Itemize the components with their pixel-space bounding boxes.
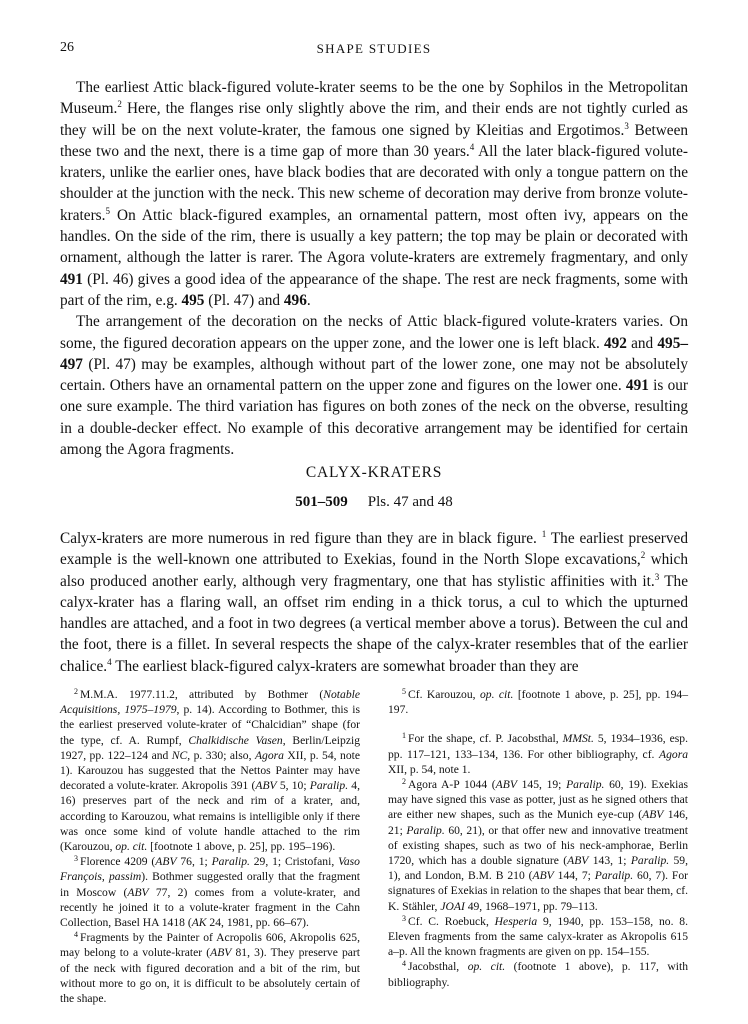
text-run: ABV — [155, 855, 177, 869]
footnote-number: 2 — [74, 687, 78, 696]
footnote — [60, 687, 360, 854]
text-run: Cf. C. Roebuck, — [408, 914, 495, 928]
footnotes-right-main — [388, 731, 688, 989]
footnote-ref: 3 — [654, 571, 660, 582]
catalogue-number: 495 — [181, 291, 205, 309]
text-run: The earliest preserved example is the well-known one attributed to Exekias, found in the North Slope excavations, — [60, 530, 688, 569]
text-run: 59, 1), and London, B.M. B 210 ( — [388, 854, 688, 883]
text-run: ABV — [210, 946, 232, 960]
text-run: Paralip. — [594, 869, 634, 883]
text-run: XII, p. 54, note 1). Karouzou has suggested that the Nettos Painter may have decorated a volute-krater. Akropolis 391 ( — [60, 748, 360, 793]
footnote-ref: 4 — [107, 656, 112, 667]
text-run: and — [626, 334, 658, 352]
text-run: ABV — [642, 808, 664, 822]
paragraph — [60, 528, 688, 677]
footnote — [388, 777, 688, 914]
footnote-number: 1 — [402, 731, 406, 741]
body-text-bottom — [60, 528, 688, 677]
text-run: Paralip. — [211, 855, 250, 869]
footnote-number: 4 — [402, 959, 406, 969]
footnote-ref: 4 — [469, 141, 475, 152]
text-run: ABV — [127, 885, 149, 899]
text-run: (Pl. 47) and — [204, 291, 284, 309]
text-run: Fragments by the Painter of Acropolis 606, Akropolis 625, may belong to a volute-krater ( — [60, 931, 360, 960]
text-run: ABV — [567, 854, 589, 868]
text-run: , p. 14). According to Bothmer, this is the earliest preserved volute-krater of “Chalcidian” shape (for the type, cf. A. Rumpf, — [60, 703, 360, 747]
text-run: (Pl. 47) may be examples, although without part of the lower zone, one may not be absolutely certain. Others have an ornamental pattern on the upper zone and figures on the lower one. — [60, 355, 688, 395]
section-catalogue-line — [0, 494, 748, 511]
text-run: 5, 1934–1936, esp. pp. 117–121, 133–134, 136. For other bibliography, cf. — [388, 732, 688, 761]
text-run: op. cit. — [479, 688, 514, 701]
text-run: , p. 330; also, — [187, 748, 255, 762]
text-run: Paralip. — [566, 778, 605, 792]
text-run: Agora A-P 1044 ( — [408, 778, 496, 792]
text-run: All the later black-figured volute-kraters, unlike the earlier ones, have black bodies that are decorated with only a tongue pattern on the shoulder at the junction with the neck. This new scheme of decoration may derive from bronze volute-kraters. — [60, 142, 688, 224]
footnote-ref: 1 — [541, 529, 547, 539]
text-run: Paralip. — [309, 779, 349, 793]
text-run: The arrangement of the decoration on the necks of Attic black-figured volute-kraters varies. On some, the figured decoration appears on the upper zone, and the lower one is left black. — [60, 313, 688, 352]
text-run: JOAI — [440, 899, 465, 913]
text-run: Vaso François, passim — [60, 855, 360, 884]
text-run: For the shape, cf. P. Jacobsthal, — [408, 732, 563, 746]
text-run: op. cit. — [115, 840, 148, 854]
text-run: Agora — [659, 747, 688, 761]
text-run: 5, 10; — [276, 779, 310, 793]
text-run: 49, 1968–1971, pp. 79–113. — [464, 899, 598, 913]
catalogue-number: 491 — [625, 377, 649, 395]
footnote-ref: 3 — [624, 120, 629, 131]
footnotes-right-top — [388, 687, 688, 717]
text-run: 4, 16) preserves part of the neck and rim of a krater, and, according to Karouzou, what remains is intelligible only if there was once some kind of volute handle attached to the rim (Karouzou, — [60, 779, 360, 854]
text-run: The calyx-krater has a flaring wall, an offset rim ending in a thick torus, a cul to which the upturned handles are attached, and a foot in two degrees (a vertical member above a torus). Between the cul and the foot, there is a fillet. In several respects the shape of the calyx-krater resembles that of the earlier chalice. — [60, 572, 688, 675]
text-run: (Pl. 46) gives a good idea of the appearance of the shape. The rest are neck fragments, some with part of the rim, e.g. — [60, 270, 688, 309]
page-header — [60, 40, 688, 60]
text-run: Between these two and the next, there is a time gap of more than 30 years. — [60, 121, 689, 160]
text-run: 29, 1; Cristofani, — [249, 855, 339, 869]
footnote-number: 2 — [402, 777, 406, 787]
text-run: Florence 4209 ( — [80, 855, 156, 869]
catalogue-range: 501–509 — [295, 494, 348, 510]
footnote — [388, 914, 688, 960]
text-run: is our one sure example. The third variation has figures on both zones of the neck on the obverse, resulting in a double-decker effect. No example of this decorative arrangement may be identified for certain among the Agora fragments. — [60, 377, 688, 459]
footnotes-left-column — [60, 687, 360, 1006]
text-run: (footnote 1 above), p. 117, with bibliography. — [388, 960, 688, 989]
catalogue-number: 492 — [603, 334, 627, 352]
text-run: 146, 21; — [388, 808, 688, 837]
footnote-ref: 2 — [117, 99, 122, 110]
text-run: . — [306, 291, 311, 309]
footnote-ref: 2 — [640, 550, 646, 561]
text-run: M.M.A. 1977.11.2, attributed by Bothmer ( — [80, 688, 324, 701]
text-run: 60, 19). Exekias may have signed this vase as potter, just as he signed others that are either new shapes, such as the Munich eye-cup ( — [388, 778, 688, 822]
section-title: CALYX-KRATERS — [305, 464, 443, 481]
text-run: Chalkidische Vasen — [188, 733, 283, 747]
text-run: Paralip. — [406, 823, 445, 837]
footnote-number: 4 — [74, 930, 78, 940]
footnote-number: 5 — [402, 687, 406, 696]
footnote-number: 3 — [402, 913, 406, 923]
footnote — [388, 731, 688, 777]
text-run: Agora — [254, 748, 284, 762]
text-run: 143, 1; — [588, 854, 631, 868]
text-run: 145, 19; — [516, 778, 567, 792]
text-run: The earliest black-figured calyx-kraters are somewhat broader than they are — [111, 657, 579, 675]
text-run: 81, 3). They preserve part of the neck with figured decoration and a bit of the rim, but without more to go on, it is difficult to be absolutely certain of the shape. — [60, 946, 360, 1006]
text-run: , Berlin/Leipzig 1927, pp. 122–124 and — [60, 733, 360, 762]
text-run: 77, 2) comes from a volute-krater, and recently he joined it to a volute-krater fragment in the Cahn Collection, Basel HA 1418 ( — [60, 885, 360, 930]
text-run: Calyx-kraters are more numerous in red figure than they are in black figure. — [60, 530, 542, 547]
footnote-number: 3 — [74, 854, 78, 864]
text-run: op. cit. — [467, 960, 506, 974]
text-run: XII, p. 54, note 1. — [388, 762, 471, 776]
plates-reference: Pls. 47 and 48 — [367, 494, 453, 510]
catalogue-number: 495–497 — [60, 334, 688, 373]
text-run: Here, the flanges rise only slightly above the rim, and their ends are not tightly curled as they will be on the next volute-krater, the famous one signed by Kleitias and Ergotimos. — [60, 100, 688, 139]
catalogue-number: 491 — [60, 270, 83, 288]
text-run: [footnote 1 above, p. 25], pp. 194–197. — [388, 688, 688, 717]
text-run: 76, 1; — [176, 855, 212, 869]
text-run: 9, 1940, pp. 153–158, no. 8. Eleven fragments from the same calyx-krater as Akropolis 615 a–p. All the known fragments are given on pp. 154–155. — [388, 914, 688, 959]
text-run: 144, 7; — [553, 869, 595, 883]
footnote — [60, 854, 360, 930]
text-run: 60, 21), or that offer new and innovative treatment of existing shapes, such as two of his neck-amphorae, Berlin 1720, which has a double signature ( — [388, 823, 688, 868]
text-run: NC — [171, 748, 188, 762]
text-run: 24, 1981, pp. 66–67). — [206, 916, 309, 930]
text-run: ABV — [532, 869, 554, 883]
text-run: 60, 7). For signatures of Exekias in relation to the shapes that bear them, cf. K. Stähler, — [388, 869, 688, 913]
text-run: Notable Acquisitions, 1975–1979 — [60, 688, 360, 717]
text-run: The earliest Attic black-figured volute-krater seems to be the one by Sophilos in the Metropolitan Museum. — [60, 79, 688, 118]
text-run: MMSt. — [562, 732, 594, 746]
text-run: Paralip. — [630, 854, 670, 868]
text-run: ABV — [495, 778, 517, 792]
body-text-top — [60, 77, 688, 460]
footnote — [60, 930, 360, 1006]
text-run: ABV — [255, 779, 277, 793]
running-head: SHAPE STUDIES — [316, 41, 432, 56]
page-number: 26 — [60, 40, 74, 55]
catalogue-number: 496 — [283, 291, 307, 309]
footnotes-right-column — [388, 687, 688, 990]
text-run: AK — [191, 916, 207, 930]
paragraph — [60, 311, 688, 460]
footnote — [388, 959, 688, 989]
text-run: Cf. Karouzou, — [408, 688, 480, 701]
footnote — [388, 687, 688, 717]
text-run: [footnote 1 above, p. 25], pp. 195–196). — [147, 840, 336, 854]
text-run: ). Bothmer suggested orally that the fragment in Moscow ( — [60, 870, 361, 899]
paragraph — [60, 77, 688, 311]
footnote-ref: 5 — [105, 205, 110, 216]
text-run: On Attic black-figured examples, an ornamental pattern, most often ivy, appears on the handles. On the side of the rim, there is usually a key pattern; the top may be plain or decorated with ornament, although the latter is rarer. The Agora volute-kraters are extremely fragmentary, and only — [60, 206, 688, 267]
text-run: Hesperia — [494, 914, 538, 928]
text-run: which also produced another early, although very fragmentary, one that has stylistic affinities with it. — [60, 551, 688, 590]
text-run: Jacobsthal, — [408, 960, 468, 974]
